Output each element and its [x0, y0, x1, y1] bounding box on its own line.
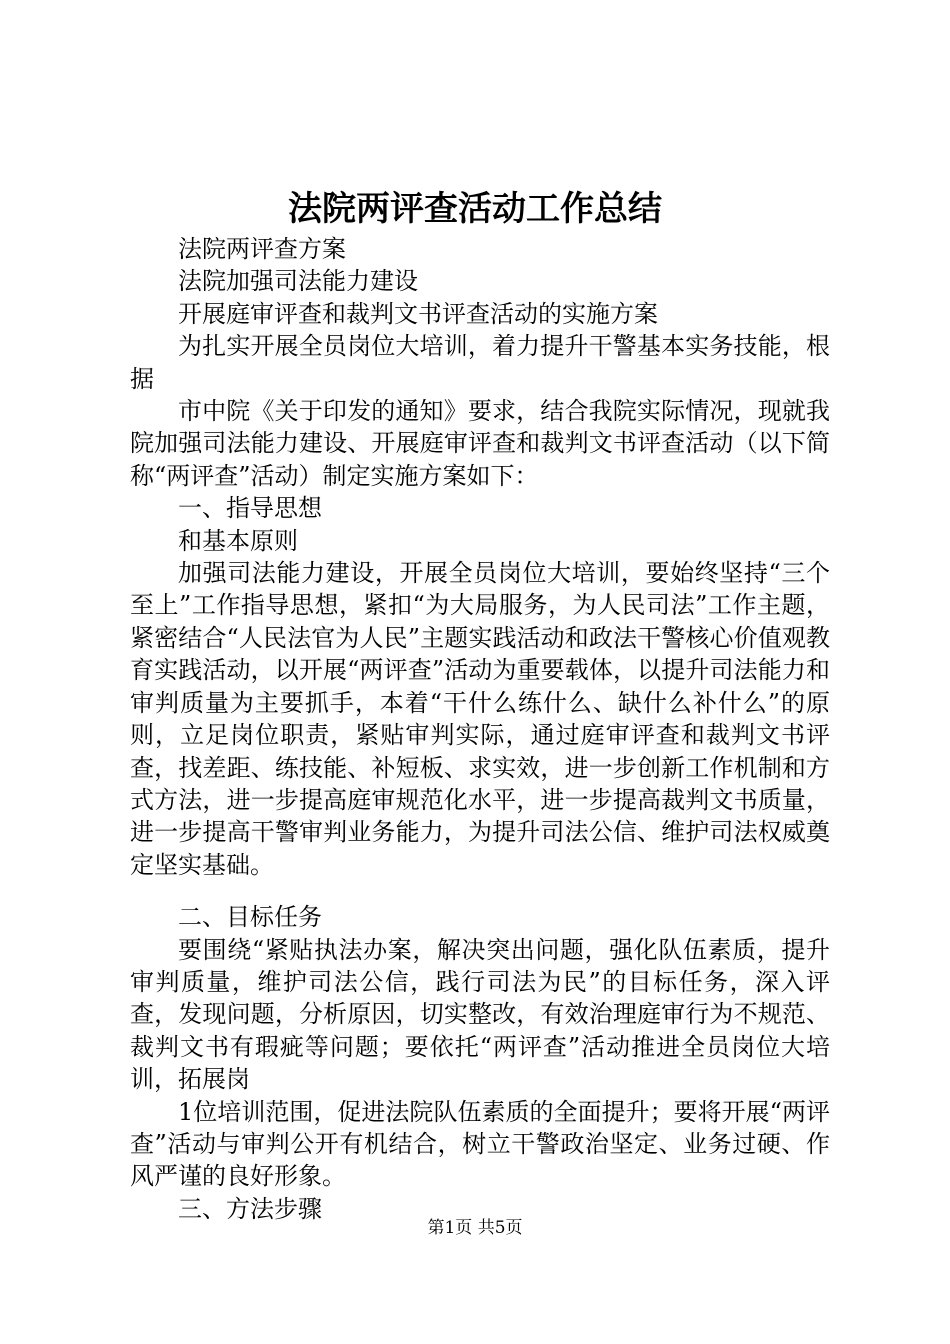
- paragraph-plan-title: 法院两评查方案: [178, 235, 346, 263]
- paragraph-implementation-plan: 开展庭审评查和裁判文书评查活动的实施方案: [178, 299, 658, 328]
- heading-basic-principles: 和基本原则: [178, 526, 298, 555]
- document-body: [130, 233, 830, 1225]
- page-number: 第1页 共5页: [427, 1218, 523, 1238]
- paragraph-spacer: [130, 881, 830, 901]
- document-title: 法院两评查活动工作总结: [288, 189, 662, 229]
- heading-guiding-thought: 一、指导思想: [178, 494, 322, 523]
- paragraph-basis: 市中院《关于印发的通知》要求，结合我院实际情况，现就我院加强司法能力建设、开展庭审评查和裁判文书评查活动（以下简称“两评查”活动）制定实施方案如下：: [130, 397, 830, 490]
- paragraph-goals-content: 要围绕“紧贴执法办案，解决突出问题，强化队伍素质，提升审判质量，维护司法公信，践行司法为民”的目标任务，深入评查，发现问题，分析原因，切实整改，有效治理庭审行为不规范、裁判文书有瑕疵等问题；要依托“两评查”活动推进全员岗位大培训，拓展岗: [130, 935, 830, 1094]
- paragraph-capacity-building: 法院加强司法能力建设: [178, 267, 418, 296]
- paragraph-guiding-content: 加强司法能力建设，开展全员岗位大培训，要始终坚持“三个至上”工作指导思想，紧扣“为大局服务，为人民司法”工作主题，紧密结合“人民法官为人民”主题实践活动和政法干警核心价值观教育实践活动，以开展“两评查”活动为重要载体，以提升司法能力和审判质量为主要抓手，本着“干什么练什么、缺什么补什么”的原则，立足岗位职责，紧贴审判实际，通过庭审评查和裁判文书评查，找差距、练技能、补短板、求实效，进一步创新工作机制和方式方法，进一步提高庭审规范化水平，进一步提高裁判文书质量，进一步提高干警审判业务能力，为提升司法公信、维护司法权威奠定坚实基础。: [130, 559, 830, 879]
- paragraph-intro: 为扎实开展全员岗位大培训，着力提升干警基本实务技能，根据: [130, 332, 830, 393]
- heading-methods: 三、方法步骤: [178, 1194, 322, 1223]
- heading-goals: 二、目标任务: [178, 903, 322, 932]
- paragraph-goals-continued: 1位培训范围，促进法院队伍素质的全面提升；要将开展“两评查”活动与审判公开有机结合，树立干警政治坚定、业务过硬、作风严谨的良好形象。: [130, 1097, 830, 1191]
